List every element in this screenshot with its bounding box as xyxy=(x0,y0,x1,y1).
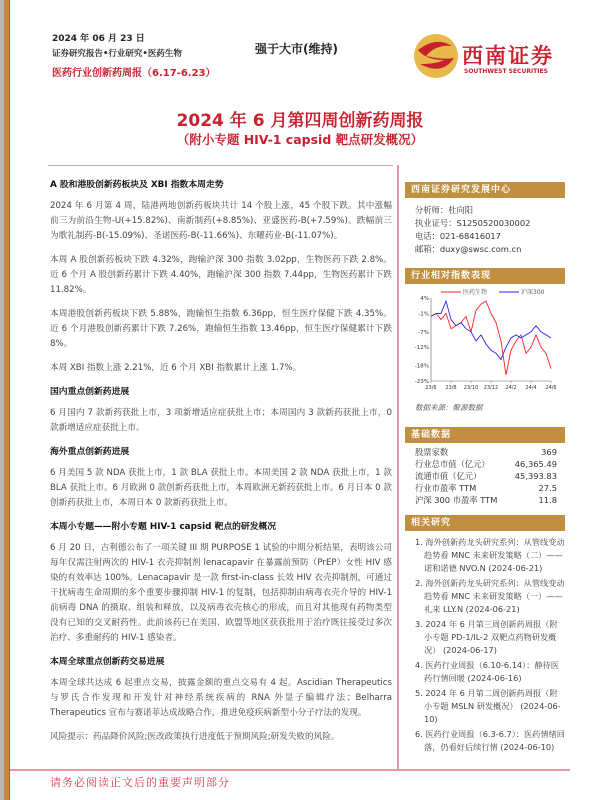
x-tick-label: 24/6 xyxy=(545,385,557,391)
chart-source: 数据来源：聚源数据 xyxy=(415,403,483,412)
stat-value: 46,365.49 xyxy=(514,459,557,469)
related-report-link[interactable]: 4. 医药行业周报（6.10-6.14）：静待医药行情回暖 (2024-06-16) xyxy=(415,660,559,683)
section-heading: A 股和港股创新药板块及 XBI 指数本周走势 xyxy=(50,180,224,190)
paragraph: 本周港股创新药板块下跌 5.88%，跑输恒生指数 6.36pp，恒生医疗保健下跌 4.35%。近 6 个月港股创新药累计下跌 7.26%，跑输恒生指数 13.46pp，恒生医疗保健累计下跌 8%。 xyxy=(50,309,392,349)
paragraph: 本周 A 股创新药板块下跌 4.32%，跑输沪深 300 指数 3.02pp，生物医药下跌 2.8%。近 6 个月 A 股创新药累计下跌 4.40%，跑输沪深 300 指数 7.44pp，生物医药累计下跌 11.82%。 xyxy=(50,255,392,295)
legend-label: 医药生物 xyxy=(463,289,488,296)
index-performance-box xyxy=(405,268,565,413)
box-heading: 相关研究 xyxy=(405,515,565,531)
paragraph: 本周全球共达成 6 起重点交易，披露金额的重点交易有 4 起。Ascidian Therapeutics 与罗氏合作发现和开发针对神经系统疾病的 RNA 外显子编辑疗法；Belharra Therapeutics 宣布与赛诺菲达成战略合作，推进免疫疾病新型小分子疗法的发现。 xyxy=(50,678,392,718)
stat-row xyxy=(405,482,565,494)
y-tick-label: -7% xyxy=(418,329,429,336)
research-center-box xyxy=(405,182,565,254)
stat-label: 沪深 300 市盈率 TTM xyxy=(415,495,498,505)
section-market xyxy=(50,178,392,376)
x-tick-label: 23/8 xyxy=(445,385,457,391)
paragraph: 6 月国内 7 款新药获批上市，3 项新增适应症获批上市；本周国内 3 款新药获批上市，0 款新增适应症获批上市。 xyxy=(50,408,392,433)
rating: 强于大市(维持) xyxy=(255,42,338,56)
box-heading: 基础数据 xyxy=(405,427,565,443)
stat-label: 行业市盈率 TTM xyxy=(415,483,477,493)
x-tick-label: 24/4 xyxy=(525,385,537,391)
logo-english: SOUTHWEST SECURITIES xyxy=(464,68,548,75)
stat-label: 流通市值（亿元） xyxy=(415,471,482,481)
box-heading: 西南证券研究发展中心 xyxy=(405,182,565,198)
paragraph: 2024 年 6 月第 4 周，陆港两地创新药板块共计 14 个股上涨，45 个股下跌。其中涨幅前三为前沿生物-U(+15.82%)、南新制药(+8.85%)、亚盛医药-B(+7.59%)。跌幅前三为歌礼制药-B(-15.09%)、圣诺医药-B(-11.66%)、东曜药业-B(-11.07%)。 xyxy=(50,201,392,241)
paragraph: 6 月 20 日，吉利德公布了一项关键 III 期 PURPOSE 1 试验的中期分析结果，表明该公司每年仅需注射两次的 HIV-1 衣壳抑制剂 lenacapavir 在暴露前预防（PrEP）女性 HIV 感染的有效率达 100%。Lenacapavir 是一款 first-in-class 长效 HIV 衣壳抑制剂，可通过干扰病毒生命周期的多个重要步骤抑制 HIV-1 的复制，包括抑制由病毒衣壳介导的 HIV-1 前病毒 DNA 的摄取、组装和释放，以及病毒衣壳核心的形成，而且对其他现有药物类型没有已知的交叉耐药性。此前该药已在美国、欧盟等地区获获批用于治疗既往接受过多次治疗、多重耐药的 HIV-1 感染者。 xyxy=(50,543,392,643)
related-report-link[interactable]: 5. 2024 年 6 月第二周创新药周报（附小专题 MSLN 研发概况） (2024-06-10) xyxy=(415,688,561,724)
paragraph: 6 月美国 5 款 NDA 获批上市，1 款 BLA 获批上市。本周美国 2 款 NDA 获批上市，1 款 BLA 获批上市。6 月欧洲 0 款创新药获批上市，本周欧洲无新药获批上市。6 月日本 0 款创新药获批上市，本周日本 0 款新药获批上市。 xyxy=(50,468,392,508)
stat-value: 11.8 xyxy=(538,495,557,505)
report-category: 证券研究报告•行业研究•医药生物 xyxy=(52,49,182,59)
basic-data-box xyxy=(405,427,565,506)
legend-label: 沪深300 xyxy=(521,289,545,296)
analyst: 分析师：杜向阳 xyxy=(415,205,474,215)
disclaimer-footer: 请务必阅读正文后的重要声明部分 xyxy=(50,776,230,789)
section-topic xyxy=(50,520,392,646)
series-line-1 xyxy=(431,301,551,359)
x-tick-label: 23/12 xyxy=(483,385,499,391)
box-heading: 行业相对指数表现 xyxy=(405,268,565,284)
y-tick-label: -18% xyxy=(414,363,429,370)
section-deals xyxy=(50,655,392,745)
stat-row xyxy=(405,458,565,470)
section-overseas xyxy=(50,445,392,511)
report-series: 医药行业创新药周报（6.17-6.23） xyxy=(52,68,216,79)
report-title: 2024 年 6 月第四周创新药周报 xyxy=(176,111,424,131)
stat-value: 27.5 xyxy=(538,483,557,493)
footer-divider xyxy=(10,769,570,771)
section-heading: 海外重点创新药进展 xyxy=(50,447,130,457)
y-tick-label: -12% xyxy=(414,345,429,352)
x-tick-label: 23/10 xyxy=(463,385,479,391)
license: 执业证号：S1250520030002 xyxy=(415,218,531,228)
stat-row xyxy=(405,494,565,506)
main-content xyxy=(50,178,392,754)
y-tick-label: 4% xyxy=(420,296,429,302)
related-research-box xyxy=(405,515,565,756)
stat-value: 369 xyxy=(541,447,557,457)
x-tick-label: 24/2 xyxy=(505,385,517,391)
related-report-link[interactable]: 6. 医药行业周报（6.3-6.7）：医药情绪回落，仍看好后续行情 (2024-06-10) xyxy=(415,729,565,752)
section-heading: 国内重点创新药进展 xyxy=(50,387,130,397)
risk-warning: 风险提示：药品降价风险;医改政策执行进度低于预期风险;研发失败的风险。 xyxy=(50,732,340,742)
x-tick-label: 23/6 xyxy=(425,385,437,391)
related-report-link[interactable]: 2. 海外创新药龙头研究系列：从管线变动趋势看 MNC 未来研发策略（一）——礼来 LLY.N (2024-06-21) xyxy=(415,578,565,614)
stat-row xyxy=(405,470,565,482)
section-heading: 本周全球重点创新药交易进展 xyxy=(50,657,165,667)
phone: 电话：021-68416017 xyxy=(415,231,501,241)
paragraph: 本周 XBI 指数上涨 2.21%，近 6 个月 XBI 指数累计上涨 1.7%。 xyxy=(50,363,302,373)
related-report-link[interactable]: 3. 2024 年 6 月第三周创新药周报（附小专题 PD-1/IL-2 双靶点药物研发概况） (2024-06-17) xyxy=(415,619,558,655)
y-tick-label: -23% xyxy=(414,379,429,385)
section-domestic xyxy=(50,385,392,436)
column-divider xyxy=(397,165,399,770)
stat-label: 股票家数 xyxy=(415,447,449,457)
stat-value: 45,393.83 xyxy=(514,471,557,481)
stat-label: 行业总市值（亿元） xyxy=(415,459,490,469)
stat-row xyxy=(405,446,565,458)
relative-index-chart xyxy=(405,284,565,399)
y-tick-label: -1% xyxy=(418,311,429,318)
report-date: 2024 年 06 月 23 日 xyxy=(52,34,145,44)
report-subtitle: （附小专题 HIV-1 capsid 靶点研发概况） xyxy=(176,132,424,147)
related-report-link[interactable]: 1. 海外创新药龙头研究系列：从管线变动趋势看 MNC 未来研发策略（二）——诺和诺德 NVO.N (2024-06-21) xyxy=(415,537,565,573)
divider xyxy=(48,165,393,166)
email: 邮箱：duxy@swsc.com.cn xyxy=(415,244,522,254)
section-heading: 本周小专题——附小专题 HIV-1 capsid 靶点的研发概况 xyxy=(50,522,277,532)
logo-name: 西南证券 xyxy=(462,43,554,68)
